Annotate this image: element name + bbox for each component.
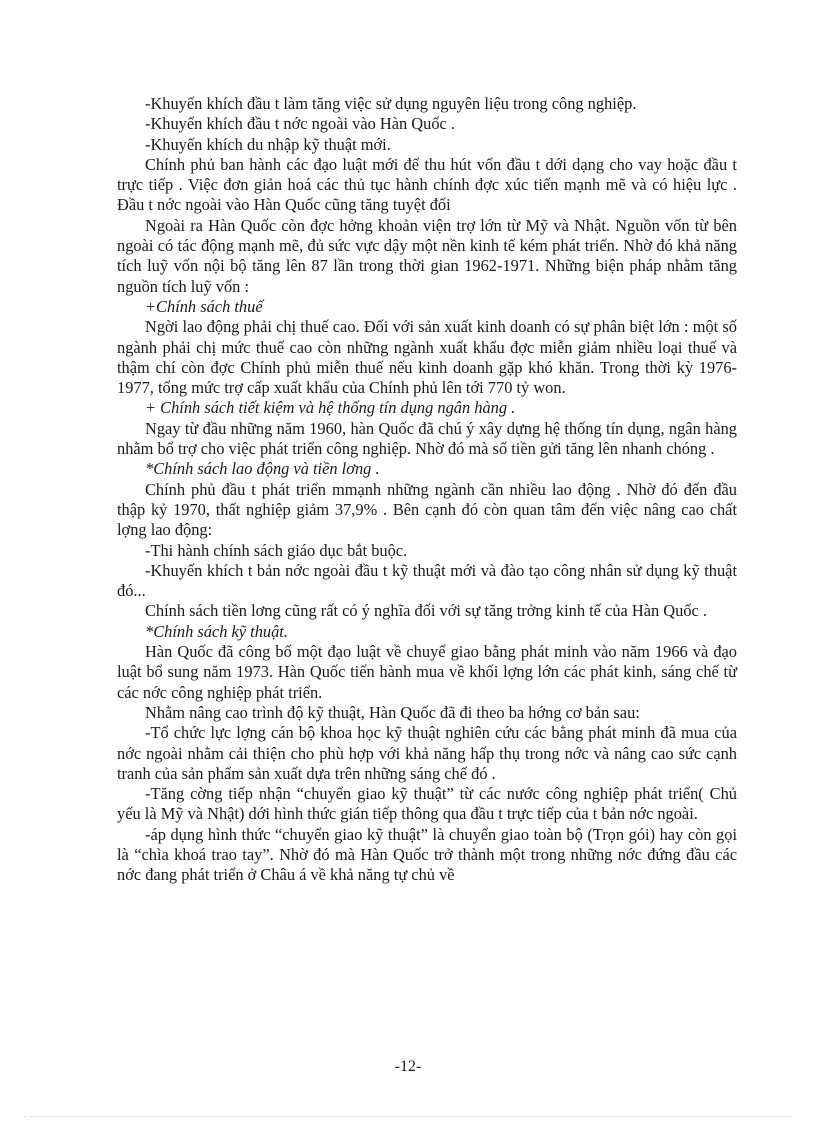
section-heading: *Chính sách lao động và tiền lơng . xyxy=(145,459,380,479)
body-paragraph: Chính sách tiền lơng cũng rất có ý nghĩa đối với sự tăng trởng kinh tế của Hàn Quốc . xyxy=(145,601,708,621)
page-number: -12- xyxy=(394,1058,422,1075)
body-paragraph: -Tăng cờng tiếp nhận “chuyển giao kỹ thuật” từ các nước công nghiệp phát triển( Chủ yếu là Mỹ và Nhật) dới hình thức gián tiếp thông qua đầu t trực tiếp của t bản nớc ngoài. xyxy=(117,784,737,824)
section-heading: + Chính sách tiết kiệm và hệ thống tín dụng ngân hàng . xyxy=(145,398,516,418)
page-edge-divider xyxy=(24,1116,792,1117)
body-paragraph: -Khuyến khích đầu t nớc ngoài vào Hàn Quốc . xyxy=(145,114,455,134)
body-paragraph: Chính phủ ban hành các đạo luật mới để thu hút vốn đầu t dới dạng cho vay hoặc đầu t trực tiếp . Việc đơn giản hoá các thủ tục hành chính đợc xúc tiến mạnh mẽ và có hiệu lực . Đầu t nớc ngoài vào Hàn Quốc cũng tăng tuyệt đối xyxy=(117,154,737,215)
page-body xyxy=(117,94,737,886)
body-paragraph: Nhằm nâng cao trình độ kỹ thuật, Hàn Quốc đã đi theo ba hớng cơ bản sau: xyxy=(145,702,640,722)
body-paragraph: Chính phủ đầu t phát triển mmạnh những ngành cần nhiều lao động . Nhờ đó đến đầu thập kỷ 1970, thất nghiệp giảm 37,9% . Bên cạnh đó còn quan tâm đến việc nâng cao chất lợng lao động: xyxy=(117,479,737,540)
body-paragraph: -áp dụng hình thức “chuyển giao kỹ thuật” là chuyển giao toàn bộ (Trọn gói) hay còn gọi là “chìa khoá trao tay”. Nhờ đó mà Hàn Quốc trở thành một trong những nớc đứng đầu các nớc đang phát triển ở Châu á về khả năng tự chủ về xyxy=(117,824,737,885)
body-paragraph: -Tổ chức lực lợng cán bộ khoa học kỹ thuật nghiên cứu các bằng phát minh đã mua của nớc ngoài nhằm cải thiện cho phù hợp với khả năng hấp thụ trong nớc và nâng cao sức cạnh tranh của sản phẩm sản xuất dựa trên những sáng chế đó . xyxy=(117,723,737,783)
body-paragraph: -Khuyến khích đầu t làm tăng việc sử dụng nguyên liệu trong công nghiệp. xyxy=(145,94,637,113)
body-paragraph: Ngay từ đầu những năm 1960, hàn Quốc đã chú ý xây dựng hệ thống tín dụng, ngân hàng nhằm bổ trợ cho việc phát triển công nghiệp. Nhờ đó mà số tiền gửi tăng lên nhanh chóng . xyxy=(117,418,737,459)
body-paragraph: -Khuyến khích t bản nớc ngoài đầu t kỹ thuật mới và đào tạo công nhân sử dụng kỹ thuật đó... xyxy=(117,560,737,601)
body-paragraph: Hàn Quốc đã công bố một đạo luật về chuyể giao bằng phát minh vào năm 1966 và đạo luật bổ sung năm 1973. Hàn Quốc tiến hành mua về khối lợng lớn các phát kinh, sáng chế từ các nớc công nghiệp phát triển. xyxy=(117,642,737,702)
body-paragraph: Ngoài ra Hàn Quốc còn đợc hởng khoản viện trợ lớn từ Mỹ và Nhật. Nguồn vốn từ bên ngoài có tác động mạnh mẽ, đủ sức vực dậy một nền kinh tế kém phát triển. Nhờ đó khả năng tích luỹ vốn nội bộ tăng lên 87 lần trong thời gian 1962-1971. Những biện pháp nhằm tăng nguồn tích luỹ vốn : xyxy=(117,215,737,296)
body-paragraph: -Thi hành chính sách giáo dục bắt buộc. xyxy=(145,540,408,560)
body-paragraph: Ngời lao động phải chị thuế cao. Đối với sản xuất kinh doanh có sự phân biệt lớn : một số ngành phải chị mức thuế cao còn những ngành xuất khẩu đợc miễn giảm nhiều loại thuế và thậm chí còn đợc Chính phủ miễn thuế nếu kinh doanh gặp khó khăn. Trong thời kỳ 1976-1977, tổng mức trợ cấp xuất khẩu của Chính phủ lên tới 770 tỷ won. xyxy=(117,317,737,398)
body-paragraph: -Khuyến khích du nhập kỹ thuật mới. xyxy=(145,134,391,154)
section-heading: *Chính sách kỹ thuật. xyxy=(145,621,288,641)
section-heading: +Chính sách thuế xyxy=(145,296,263,316)
